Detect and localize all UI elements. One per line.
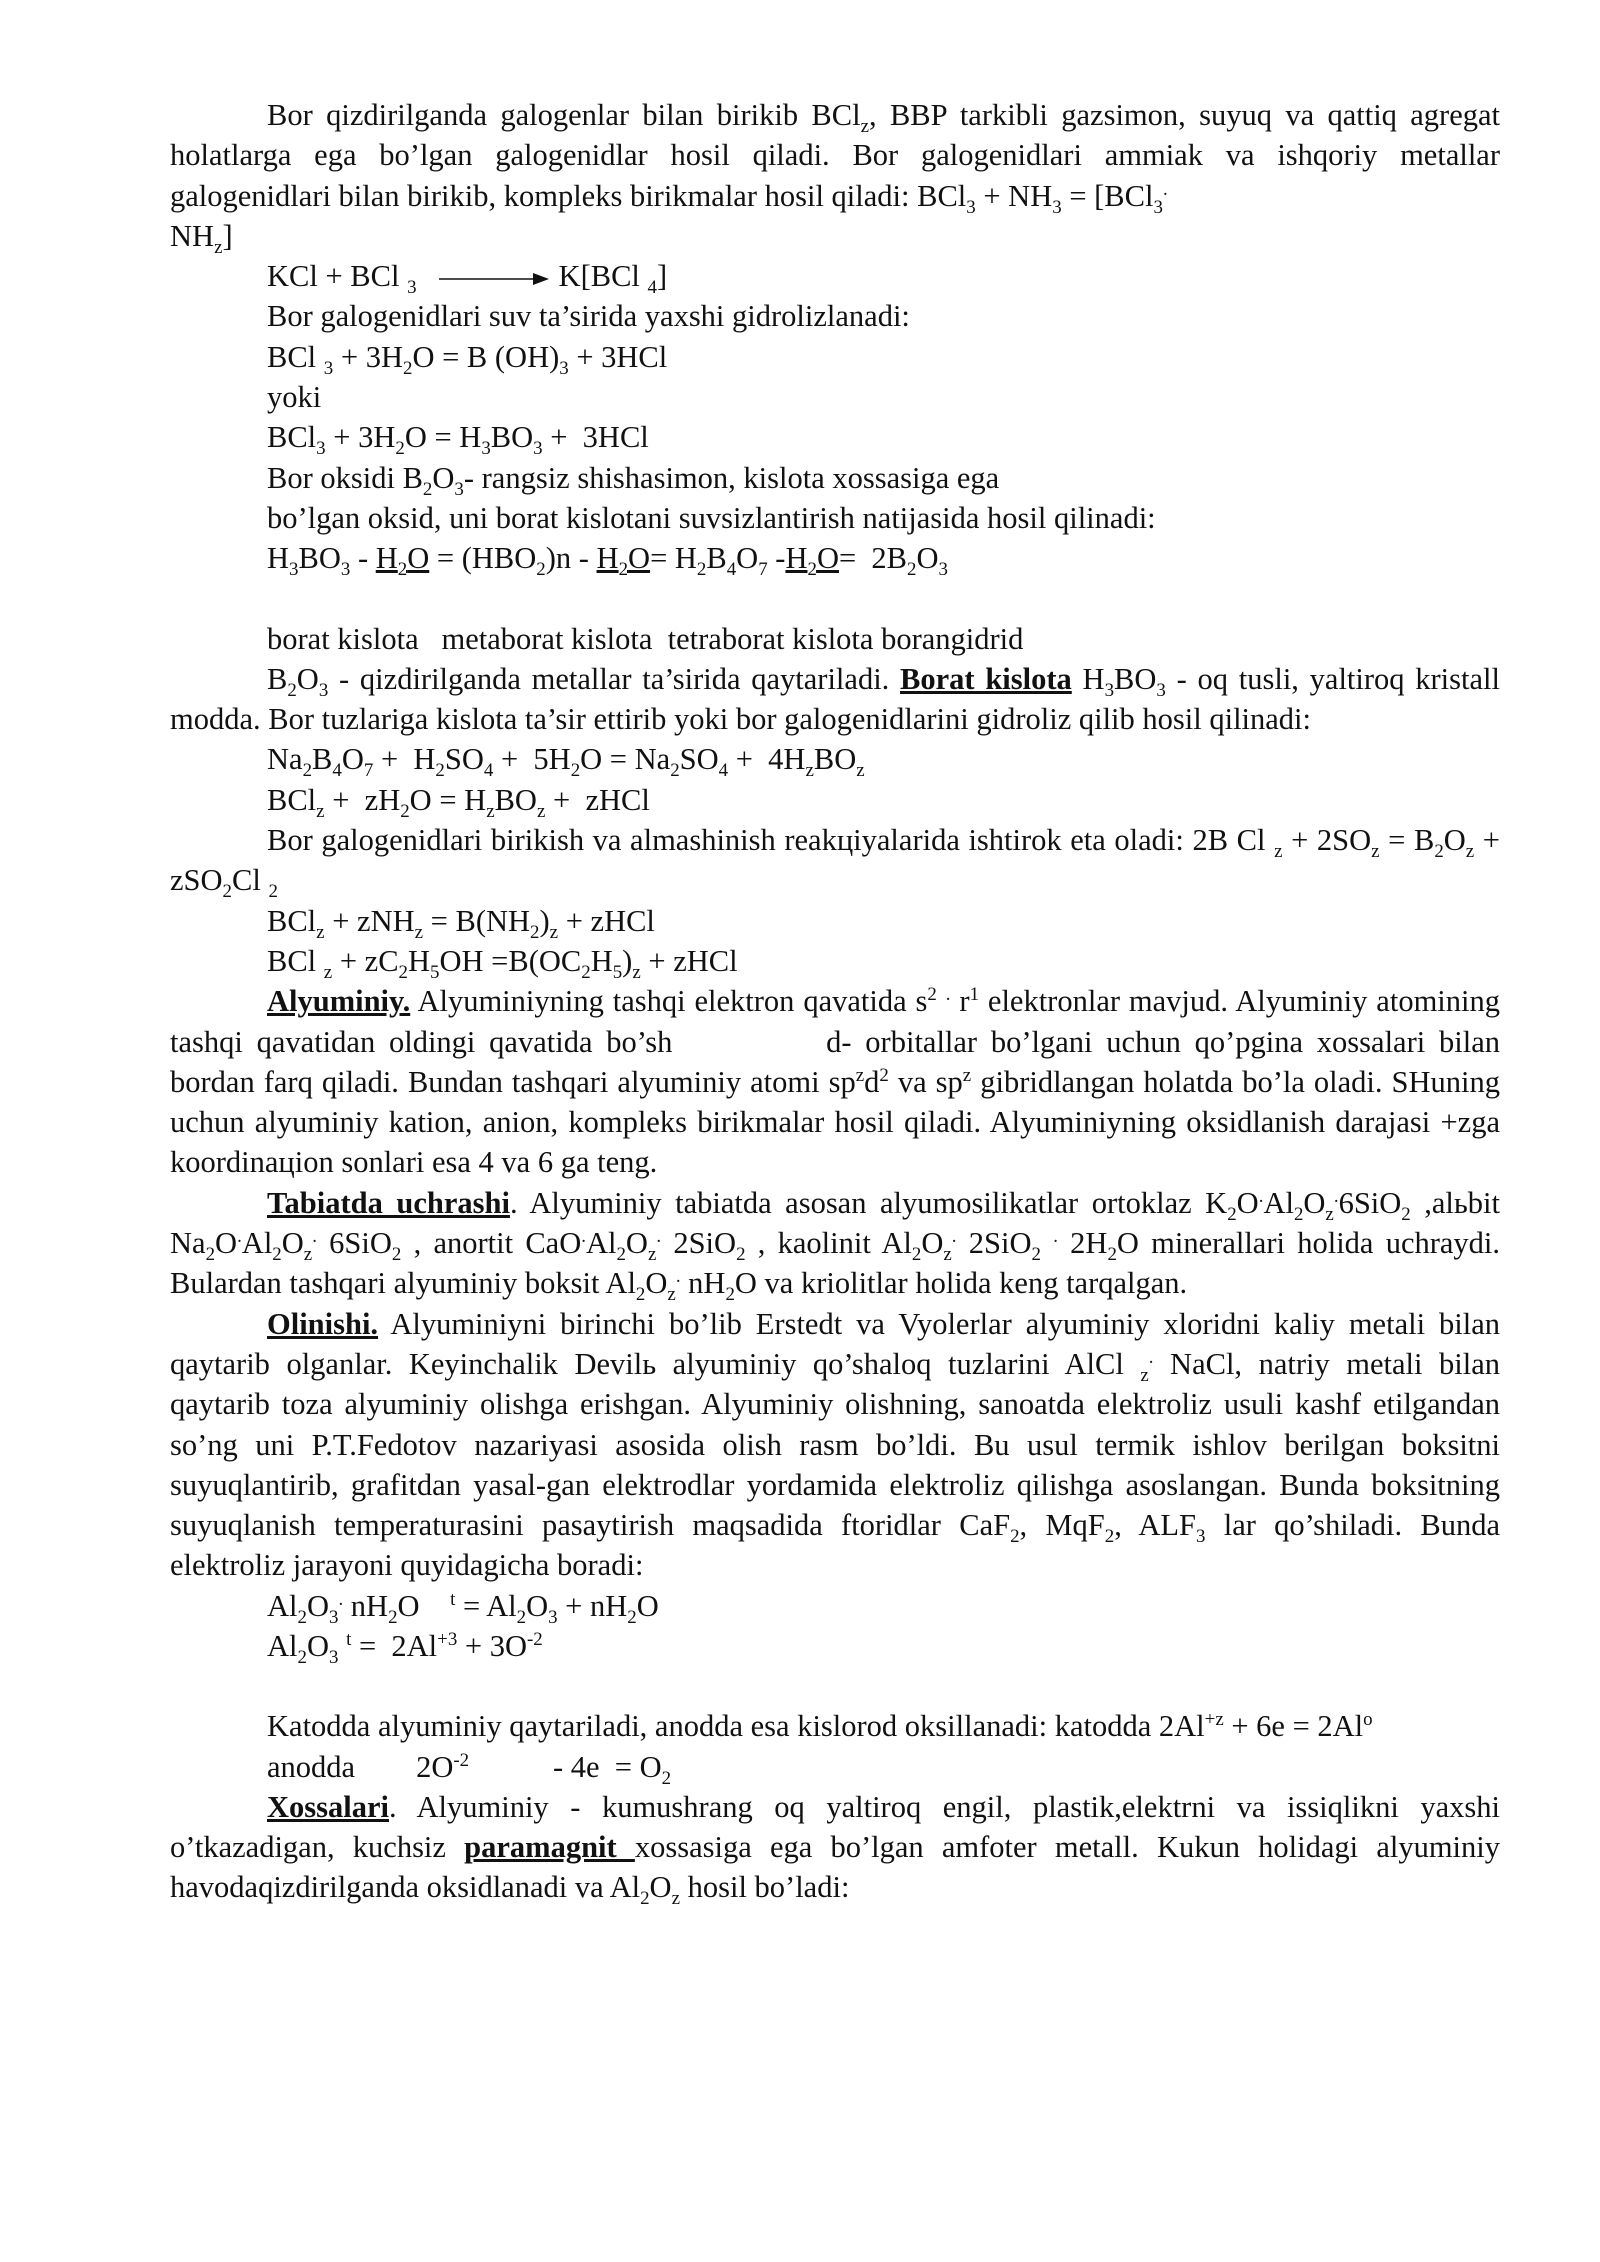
text: O: [921, 1226, 944, 1261]
subscript: 2: [297, 1606, 307, 1628]
text: = Al: [455, 1588, 517, 1623]
subscript: z: [1274, 841, 1283, 863]
text: OH =B(OC: [439, 943, 582, 978]
subscript: 3: [328, 1647, 339, 1669]
text: O: [306, 1628, 329, 1663]
text: Al: [267, 1628, 298, 1663]
subscript: z: [860, 116, 869, 138]
subscript: 7: [758, 559, 768, 581]
superscript: .: [656, 1225, 662, 1247]
text: O: [296, 661, 319, 696]
subscript: 2: [400, 800, 410, 822]
text: O: [341, 742, 364, 777]
superscript: +z: [1204, 1709, 1224, 1731]
line-bor-oksidi: [267, 458, 1500, 498]
text: = [BCl: [1061, 178, 1154, 213]
text: O: [1236, 1185, 1259, 1220]
subscript: 2: [807, 559, 817, 581]
superscript: .: [312, 1225, 317, 1247]
text: + 4H: [728, 742, 806, 777]
subscript: 2: [530, 921, 540, 943]
subscript: 3: [533, 438, 543, 460]
superscript: .: [581, 1225, 586, 1247]
text: O: [397, 1588, 451, 1623]
subscript: 3: [481, 438, 491, 460]
text: d: [864, 1064, 880, 1099]
text: O: [432, 460, 455, 495]
text: O = B (OH): [412, 339, 560, 374]
text: H: [1071, 661, 1105, 696]
subscript: 5: [430, 962, 440, 984]
text: Katodda alyuminiy qaytariladi, anodda esa kislorod oksillanadi: katodda 2Al: [267, 1709, 1205, 1744]
subscript: 2: [516, 1606, 527, 1628]
text: H: [375, 541, 398, 576]
subscript: 2: [670, 760, 680, 782]
superscript: .: [945, 984, 951, 1006]
text: O: [916, 541, 939, 576]
subscript: 3: [1052, 196, 1062, 218]
text: H: [408, 943, 431, 978]
text: - rangsiz shishasimon, kislota xossasiga ega: [463, 460, 1000, 495]
equation-borax: [267, 739, 1500, 782]
subscript: 3: [340, 559, 351, 581]
superscript: 2: [927, 984, 937, 1006]
text: = H: [650, 541, 697, 576]
superscript: +3: [437, 1628, 458, 1650]
text: O: [1303, 1185, 1326, 1220]
text: + nH: [557, 1588, 628, 1623]
equation-boksit-dehydration: [267, 1586, 1500, 1626]
superscript: z: [855, 1064, 865, 1086]
text: Bor qizdirilganda galogenlar bilan birikib BCl: [267, 98, 861, 132]
underlined-water: [785, 541, 839, 581]
text: 2SiO: [956, 1226, 1032, 1261]
blank-line: [170, 1666, 1500, 1706]
text: - qizdirilganda metallar ta’sirida qaytariladi.: [328, 661, 901, 696]
subscript: 4: [647, 277, 657, 299]
blank-line: [170, 579, 1500, 619]
superscript: -2: [527, 1628, 543, 1650]
text: = B: [1379, 823, 1435, 858]
subscript: z: [549, 921, 559, 943]
subscript: 2: [1010, 1526, 1020, 1548]
text: BO: [490, 420, 534, 455]
text: O: [215, 1226, 238, 1261]
subscript: 2: [640, 1888, 650, 1910]
text: va sp: [888, 1064, 963, 1099]
superscript: .: [237, 1225, 242, 1247]
text: . Alyuminiy - kumushrang oq yaltiroq engil, plastik,elektrni va issiqlikni yaxshi o’tkazadigan, kuchsiz: [170, 1789, 1500, 1865]
subscript: 2: [302, 760, 313, 782]
superscript: t: [346, 1628, 352, 1650]
equation-dehydration-chain: [267, 538, 1500, 581]
paragraph-reaksiyalar: [170, 820, 1500, 901]
subscript: z: [316, 921, 325, 943]
equation-bcl3-hydrolysis-2: [267, 417, 1500, 460]
heading-borat-kislota: Borat kislota: [900, 661, 1072, 696]
text: + zH: [324, 782, 401, 817]
subscript: 2: [725, 1284, 735, 1306]
text: ): [622, 943, 633, 978]
text: NH: [170, 218, 215, 253]
subscript: 2: [911, 1244, 922, 1266]
line-gidroliz: Bor galogenidlari suv ta’sirida yaxshi gidrolizlanadi:: [267, 299, 910, 334]
line-compound-names: borat kislota metaborat kislota tetraborat kislota borangidrid: [267, 621, 1024, 656]
superscript: o: [1363, 1709, 1373, 1731]
text: BO: [494, 782, 537, 817]
subscript: 3: [938, 559, 948, 581]
text: H: [596, 541, 619, 576]
text: + 3O: [457, 1628, 528, 1663]
paragraph-tabiatda: [170, 1183, 1500, 1304]
text: 6SiO: [1338, 1185, 1402, 1220]
text: + zHCl: [640, 943, 738, 978]
text: SO: [679, 742, 719, 777]
text: + H: [373, 742, 436, 777]
paragraph-borat-kislota: [170, 659, 1500, 740]
superscript: .: [675, 1266, 681, 1288]
subscript: z: [667, 1284, 676, 1306]
superscript: .: [1148, 1346, 1154, 1368]
text: ): [539, 903, 550, 938]
text: O: [736, 541, 759, 576]
text: + 5H: [493, 742, 571, 777]
text: H: [267, 541, 290, 576]
subscript: 2: [907, 559, 917, 581]
text: BO: [298, 541, 341, 576]
text: r: [950, 984, 970, 1019]
text: H: [590, 943, 613, 978]
line-oksid: bo’lgan oksid, uni borat kislotani suvsizlantirish natijasida hosil qilinadi:: [267, 500, 1156, 535]
text: , ALF: [1114, 1508, 1197, 1543]
subscript: 2: [297, 1647, 307, 1669]
text: , kaolinit Al: [745, 1226, 912, 1261]
subscript: 4: [726, 559, 737, 581]
text: BCl: [267, 782, 317, 817]
text: . Alyuminiy tabiatda asosan alyumosilikatlar ortoklaz K: [509, 1185, 1228, 1220]
subscript: z: [323, 962, 333, 984]
text: = 2B: [838, 541, 908, 576]
subscript: 3: [1196, 1526, 1206, 1548]
text: + zNH: [324, 903, 415, 938]
text: B: [267, 661, 288, 696]
text: xossasiga ega bo’lgan amfoter metall. Kukun holidagi alyuminiy havodaqizdirilganda oksidlanadi va Al: [170, 1830, 1501, 1905]
subscript: 2: [391, 1244, 402, 1266]
text: Na: [267, 742, 303, 777]
equation-alcoholysis: [267, 941, 1500, 984]
text: Al: [241, 1226, 273, 1261]
subscript: 3: [559, 357, 569, 379]
text: 6SiO: [316, 1226, 392, 1261]
subscript: 2: [422, 478, 433, 500]
text: elektronlar mavjud. Alyuminiy atomining tashqi qavatidan oldingi qavatida bo’sh: [170, 984, 1500, 1059]
text: + 6e = 2Al: [1223, 1709, 1364, 1744]
text: K[BCl: [558, 259, 640, 294]
text: SO: [444, 742, 484, 777]
text: O = H: [409, 782, 487, 817]
text: -: [767, 541, 786, 576]
text: + 3H: [325, 420, 396, 455]
text: KCl + BCl: [267, 259, 400, 294]
subscript: 2: [1031, 1244, 1041, 1266]
text: O: [816, 541, 839, 576]
subscript: 2: [635, 1284, 646, 1306]
text: O va kriolitlar holida keng tarqalgan.: [734, 1266, 1188, 1301]
text: O: [306, 1588, 329, 1623]
equation-kcl: [267, 256, 1500, 299]
subscript: z: [536, 800, 546, 822]
subscript: 3: [548, 1606, 558, 1628]
superscript: -2: [453, 1749, 470, 1771]
text: Bor galogenidlari birikish va almashinish reakцiyalarida ishtirok eta oladi: 2B Cl: [267, 823, 1266, 858]
subscript: 2: [696, 559, 707, 581]
text: O: [628, 541, 651, 576]
subscript: 2: [268, 881, 278, 903]
subscript: 2: [402, 357, 413, 379]
text: + 3HCl: [568, 339, 668, 374]
text: BCl: [267, 420, 317, 455]
term-paramagnit: paramagnit: [464, 1830, 635, 1865]
text: d- orbitallar bo’lgani uchun qo’pgina xossalari bilan bordan farq qiladi. Bundan tashqari alyuminiy atomi sp: [170, 1024, 1500, 1099]
text: BCl: [267, 339, 317, 374]
heading-olinishi: Olinishi.: [267, 1306, 379, 1341]
subscript: z: [486, 800, 495, 822]
text: 2SiO: [661, 1226, 737, 1261]
text: hosil bo’ladi:: [679, 1870, 850, 1905]
subscript: z: [214, 236, 223, 258]
text: + 3HCl: [542, 420, 649, 455]
equation-bclz-hydrolysis: [267, 780, 1500, 820]
subscript: 2: [435, 760, 445, 782]
equation-alumina-dissociation: [267, 1626, 1500, 1669]
subscript: 2: [1227, 1203, 1237, 1225]
subscript: 2: [1104, 1526, 1115, 1548]
subscript: 2: [222, 881, 232, 903]
subscript: 2: [397, 559, 408, 581]
subscript: z: [632, 962, 641, 984]
subscript: 4: [332, 760, 342, 782]
line-yoki: yoki: [267, 380, 322, 415]
text: + NH: [975, 178, 1053, 213]
text: Al: [585, 1226, 617, 1261]
subscript: 3: [1153, 196, 1163, 218]
equation-anodda: [267, 1747, 1500, 1787]
text: 2H: [1057, 1226, 1108, 1261]
superscript: .: [1053, 1225, 1058, 1247]
subscript: z: [1325, 1203, 1334, 1225]
subscript: 2: [1401, 1203, 1411, 1225]
text: Bor oksidi B: [267, 460, 423, 495]
subscript: 2: [1293, 1203, 1304, 1225]
text: B: [706, 541, 727, 576]
text: + zC: [332, 943, 399, 978]
superscript: .: [1162, 178, 1168, 200]
subscript: 3: [316, 438, 326, 460]
subscript: z: [856, 760, 865, 782]
superscript: t: [450, 1588, 456, 1610]
underlined-water: [375, 541, 430, 581]
text: Cl: [231, 863, 261, 898]
paragraph-alyuminiy: [170, 981, 1500, 1182]
text: O minerallari holida uchraydi. Bulardan tashqari alyuminiy boksit Al: [170, 1226, 1501, 1301]
text: - oq tusli, yaltiroq kristall modda. Bor tuzlariga kislota ta’sir ettirib yoki bor galogenidlarini gidroliz qilib hosil qilinadi:: [170, 661, 1500, 737]
text: - 4e = O: [552, 1749, 662, 1784]
subscript: z: [303, 1244, 313, 1266]
subscript: 3: [966, 196, 976, 218]
paragraph-katodda: [170, 1706, 1500, 1746]
subscript: 2: [388, 1606, 398, 1628]
text: ]: [656, 259, 668, 294]
subscript: 2: [661, 1767, 672, 1789]
text: lar qo’shiladi. Bunda elektroliz jarayoni quyidagicha boradi:: [170, 1508, 1500, 1583]
text: + zSO: [170, 823, 1501, 898]
text: NaCl, natriy metali bilan qaytarib toza alyuminiy olishga erishgan. Alyuminiy olishning, sanoatda elektroliz usuli kashf etilgandan so’ng uni P.T.Fedotov nazariyasi asosida olish rasm bo’ldi. Bu usul termik ishlov berilgan boksitni suyuqlantirib, grafitdan yasal-gan elektrodlar yordamida elektroliz qilishga asoslangan. Bunda boksitning suyuqlanish temperaturasini pasaytirish maqsadida ftoridlar CaF: [170, 1346, 1501, 1543]
text: + zHCl: [558, 903, 655, 938]
text: nH: [680, 1266, 726, 1301]
document-page: [170, 95, 1500, 1908]
subscript: 2: [395, 438, 405, 460]
text: )n -: [545, 541, 597, 576]
subscript: 2: [627, 1606, 637, 1628]
equation-ammonolysis: [267, 901, 1500, 941]
subscript: 3: [289, 559, 299, 581]
subscript: 2: [736, 1244, 746, 1266]
superscript: .: [1333, 1185, 1339, 1207]
text: B: [312, 742, 333, 777]
text: O: [526, 1588, 549, 1623]
subscript: z: [316, 800, 325, 822]
equation-bcl3-hydrolysis-1: [267, 337, 1500, 377]
text: Al: [267, 1588, 298, 1623]
heading-xossalari: Xossalari: [267, 1789, 389, 1824]
text: + zHCl: [545, 782, 650, 817]
text: = (HBO: [429, 541, 537, 576]
subscript: 2: [570, 760, 581, 782]
text: BCl: [267, 903, 317, 938]
text: O = H: [404, 420, 482, 455]
text: O: [1443, 823, 1466, 858]
text: BO: [813, 742, 857, 777]
text: O: [281, 1226, 304, 1261]
superscript: 1: [969, 984, 980, 1006]
superscript: .: [1258, 1185, 1264, 1207]
subscript: z: [671, 1888, 680, 1910]
subscript: 3: [1156, 679, 1166, 701]
text: Alyuminiyning tashqi elektron qavatida s: [410, 984, 928, 1019]
subscript: 3: [1104, 679, 1115, 701]
subscript: z: [805, 760, 814, 782]
text: + 2SO: [1282, 823, 1372, 858]
subscript: 2: [618, 559, 629, 581]
text: H: [785, 541, 808, 576]
subscript: 3: [318, 679, 329, 701]
subscript: 3: [407, 277, 417, 299]
underlined-water: [596, 541, 651, 581]
heading-alyuminiy: Alyuminiy.: [267, 984, 411, 1019]
subscript: z: [1465, 841, 1475, 863]
text: = B(NH: [423, 903, 531, 938]
superscript: .: [338, 1588, 344, 1610]
subscript: z: [1140, 1365, 1149, 1386]
reaction-arrow-icon: [439, 271, 549, 287]
subscript: 3: [454, 478, 464, 500]
subscript: 2: [536, 559, 546, 581]
subscript: 5: [612, 962, 623, 984]
subscript: 2: [1434, 841, 1444, 863]
subscript: 3: [323, 357, 334, 379]
subscript: z: [414, 921, 424, 943]
subscript: 2: [272, 1244, 282, 1266]
subscript: z: [1371, 841, 1380, 863]
superscript: .: [951, 1225, 957, 1247]
subscript: 2: [1107, 1244, 1117, 1266]
text: O: [407, 541, 430, 576]
subscript: 4: [718, 760, 729, 782]
subscript: 7: [363, 760, 374, 782]
subscript: 3: [328, 1606, 339, 1628]
subscript: 2: [287, 679, 297, 701]
text: 2O: [416, 1749, 454, 1784]
text: + 3H: [333, 339, 403, 374]
text: anodda: [267, 1749, 356, 1784]
text: BO: [1114, 661, 1157, 696]
text: O: [645, 1266, 668, 1301]
subscript: z: [647, 1244, 657, 1266]
text: -: [350, 541, 376, 576]
subscript: 2: [205, 1244, 216, 1266]
paragraph-olinishi: [170, 1304, 1500, 1586]
subscript: z: [943, 1244, 952, 1266]
subscript: 4: [483, 760, 494, 782]
subscript: 2: [398, 962, 408, 984]
text: = 2Al: [351, 1628, 438, 1663]
text: O: [625, 1226, 648, 1261]
subscript: 2: [581, 962, 591, 984]
text: Al: [1263, 1185, 1294, 1220]
paragraph-bor-galogenlar: [170, 95, 1500, 256]
text: ,alьbit Na: [170, 1185, 1501, 1261]
text: ]: [222, 218, 233, 253]
text: , BBP tarkibli gazsimon, suyuq va qattiq agregat holatlarga ega bo’lgan galogenidlar hosil qiladi. Bor galogenidlari ammiak va ishqoriy metallar galogenidlari bilan birikib, kompleks birikmalar hosil qiladi: BCl: [170, 98, 1500, 213]
text: , anortit CaO: [401, 1226, 582, 1261]
text: Alyuminiyni birinchi bo’lib Erstedt va Vyolerlar alyuminiy xloridni kaliy metali bilan qaytarib olganlar. Keyinchalik Devilь alyuminiy qo’shaloq tuzlarini AlCl: [170, 1306, 1500, 1381]
text: BCl: [267, 943, 317, 978]
text: , MqF: [1019, 1508, 1105, 1543]
text: nH: [343, 1588, 389, 1623]
superscript: z: [962, 1064, 972, 1086]
text: O: [636, 1588, 659, 1623]
superscript: 2: [879, 1064, 889, 1086]
text: O: [649, 1870, 672, 1905]
text: gibridlangan holatda bo’la oladi. SHuning uchun alyuminiy kation, anion, kompleks birikmalar hosil qiladi. Alyuminiyning oksidlanish darajasi +zga koordinaцion sonlari esa 4 va 6 ga teng.: [170, 1064, 1500, 1180]
subscript: 2: [616, 1244, 626, 1266]
heading-tabiatda-uchrashi: Tabiatda uchrashi: [267, 1185, 510, 1220]
text: O = Na: [580, 742, 671, 777]
paragraph-xossalari: [170, 1787, 1500, 1908]
